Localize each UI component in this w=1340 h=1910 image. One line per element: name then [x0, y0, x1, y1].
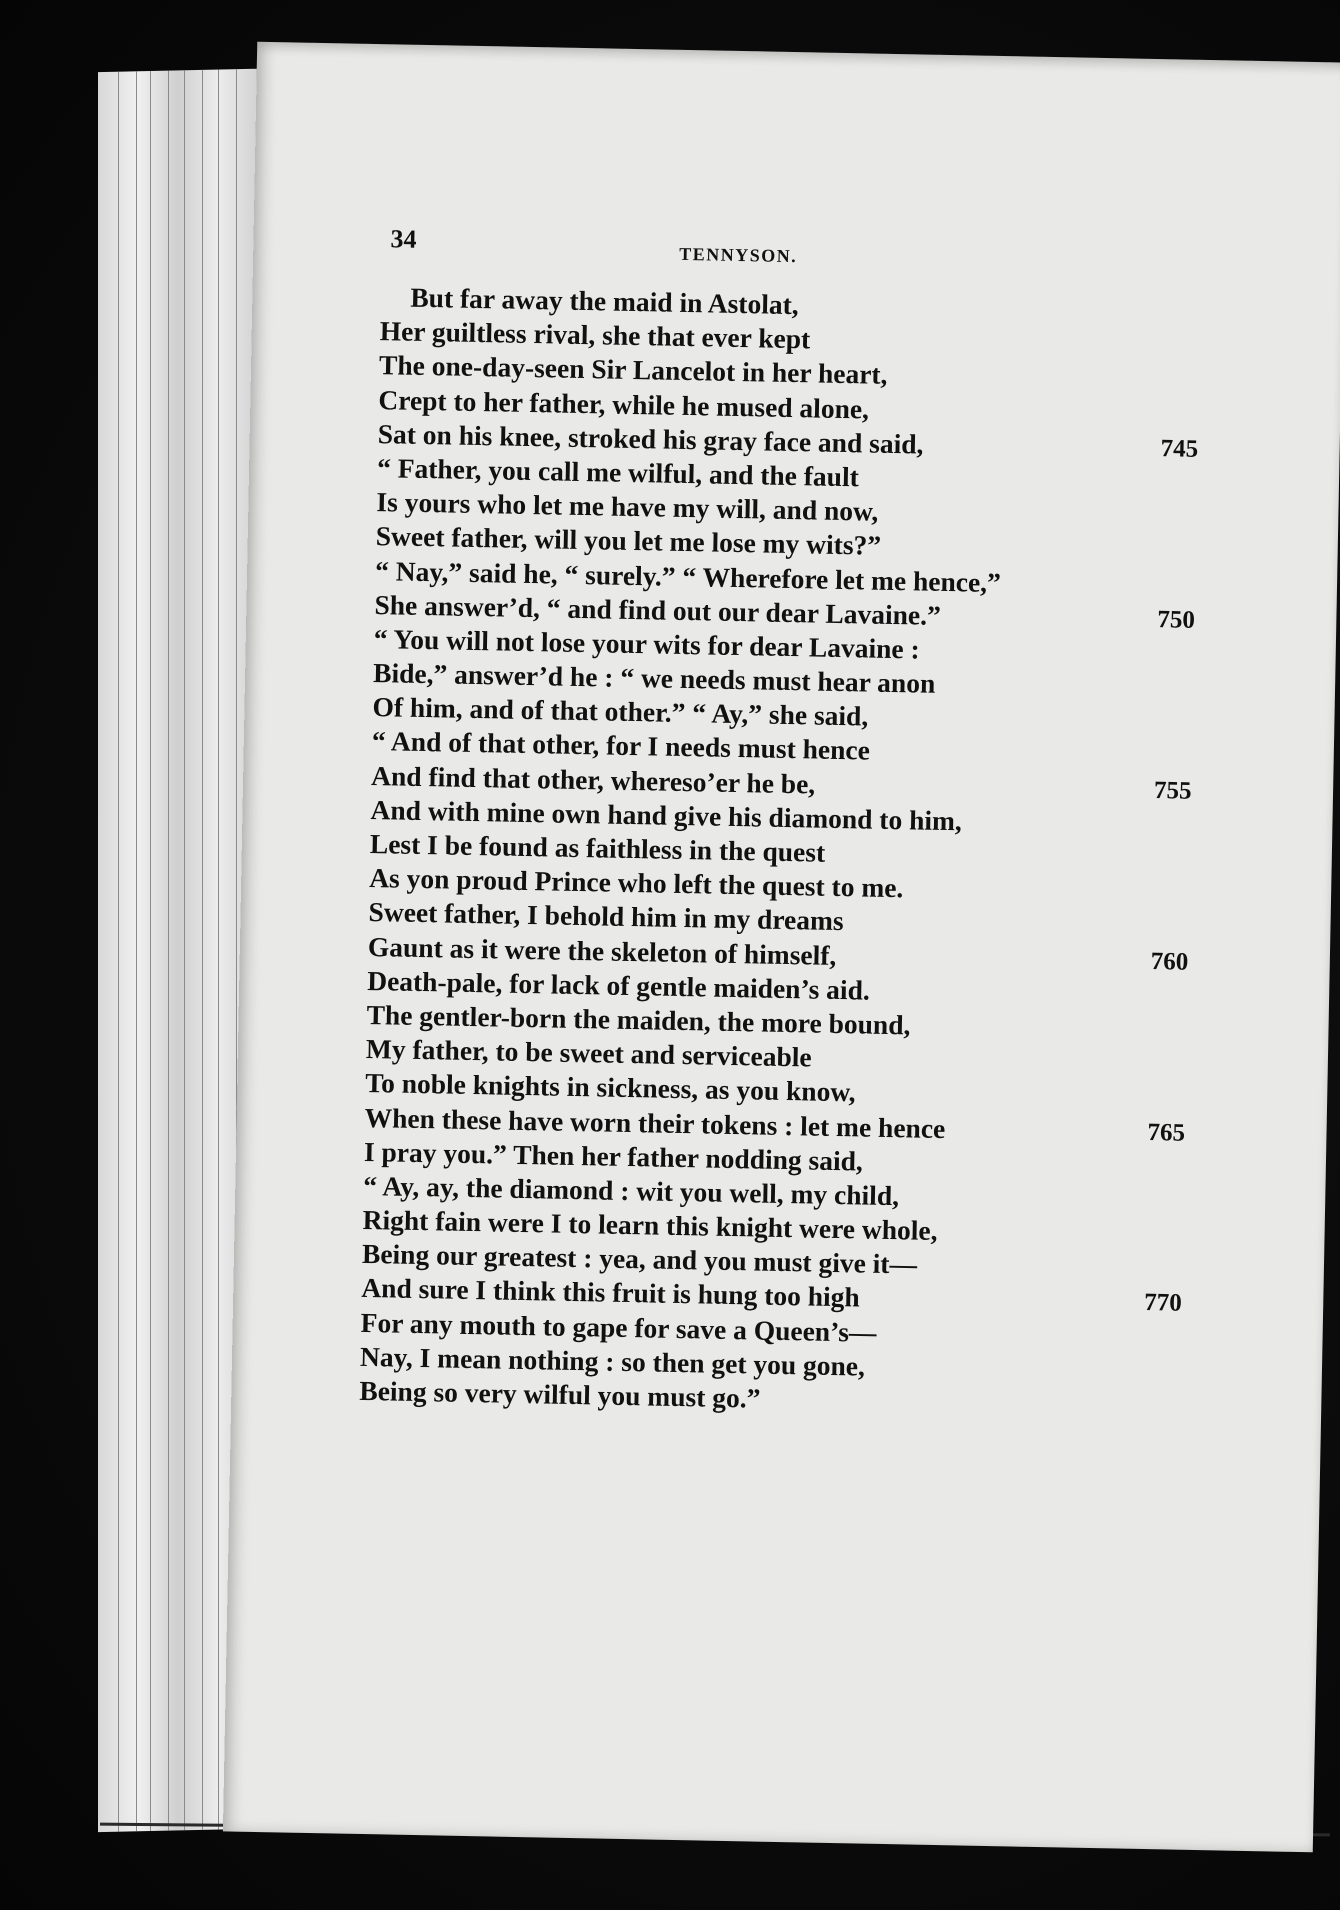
poem-line-text: For any mouth to gape for save a Queen’s—	[360, 1306, 877, 1348]
poem-line-text: “ Nay,” said he, “ surely.” “ Wherefore let me hence,”	[374, 554, 1002, 598]
line-number: 745	[1160, 434, 1199, 463]
poem-line-text: Of him, and of that other.” “ Ay,” she said,	[372, 691, 869, 732]
poem-line-text: I pray you.” Then her father nodding said,	[363, 1135, 864, 1177]
poem-line-text: Bide,” answer’d he : “ we needs must hear anon	[372, 657, 936, 699]
poem-line-text: And with mine own hand give his diamond to him,	[370, 793, 963, 837]
poem-line-text: Gaunt as it were the skeleton of himself,	[367, 930, 837, 971]
line-number: 770	[1143, 1289, 1182, 1318]
poem-line-text: Her guiltless rival, she that ever kept	[379, 315, 811, 355]
poem-line-text: When these have worn their tokens : let me hence	[364, 1101, 946, 1144]
poem-line-text: She answer’d, “ and find out our dear Lavaine.”	[374, 588, 942, 631]
poem-line-text: And find that other, whereso’er he be,	[370, 759, 816, 800]
poem-text	[359, 280, 1199, 1421]
line-number: 750	[1157, 605, 1196, 634]
poem-line-text: Sweet father, I behold him in my dreams	[368, 896, 844, 937]
poem-line-text: Lest I be found as faithless in the quest	[369, 828, 826, 868]
poem-line-text: As yon proud Prince who left the quest to me.	[368, 862, 904, 904]
poem-line-text: “ And of that other, for I needs must hence	[371, 725, 871, 767]
poem-line-text: Sat on his knee, stroked his gray face and said,	[377, 417, 924, 460]
page-content	[223, 42, 1340, 1853]
poem-line-text: To noble knights in sickness, as you know,	[365, 1067, 856, 1108]
poem-line-text: “ You will not lose your wits for dear Lavaine :	[373, 622, 920, 665]
poem-line-text: My father, to be sweet and serviceable	[365, 1033, 812, 1073]
poem-line-text: Being so very wilful you must go.”	[359, 1374, 761, 1414]
poem-line-text: Crept to her father, while he mused alone,	[378, 383, 870, 425]
page-number: 34	[390, 224, 417, 254]
poem-line-text: Nay, I mean nothing : so then get you gone,	[359, 1340, 866, 1382]
poem-line-text: Sweet father, will you let me lose my wits?”	[375, 520, 882, 562]
book-page	[223, 42, 1340, 1853]
poem-line-text: The one-day-seen Sir Lancelot in her heart,	[378, 349, 888, 391]
running-head: TENNYSON.	[679, 243, 798, 267]
line-number: 765	[1147, 1118, 1186, 1147]
poem-line-text: But far away the maid in Astolat,	[410, 281, 799, 321]
line-number: 755	[1153, 776, 1192, 805]
poem-line-text: The gentler-born the maiden, the more bound,	[366, 998, 911, 1041]
poem-line-text: “ Ay, ay, the diamond : wit you well, my child,	[363, 1169, 900, 1212]
poem-line-text: Is yours who let me have my will, and now,	[376, 486, 879, 527]
poem-line-text: Right fain were I to learn this knight were whole,	[362, 1204, 938, 1247]
line-number: 760	[1150, 947, 1189, 976]
poem-line-text: And sure I think this fruit is hung too high	[361, 1272, 861, 1313]
poem-line-text: “ Father, you call me wilful, and the fault	[376, 452, 860, 493]
poem-line-text: Death-pale, for lack of gentle maiden’s aid.	[366, 964, 871, 1006]
poem-line-text: Being our greatest : yea, and you must give it—	[361, 1238, 918, 1280]
